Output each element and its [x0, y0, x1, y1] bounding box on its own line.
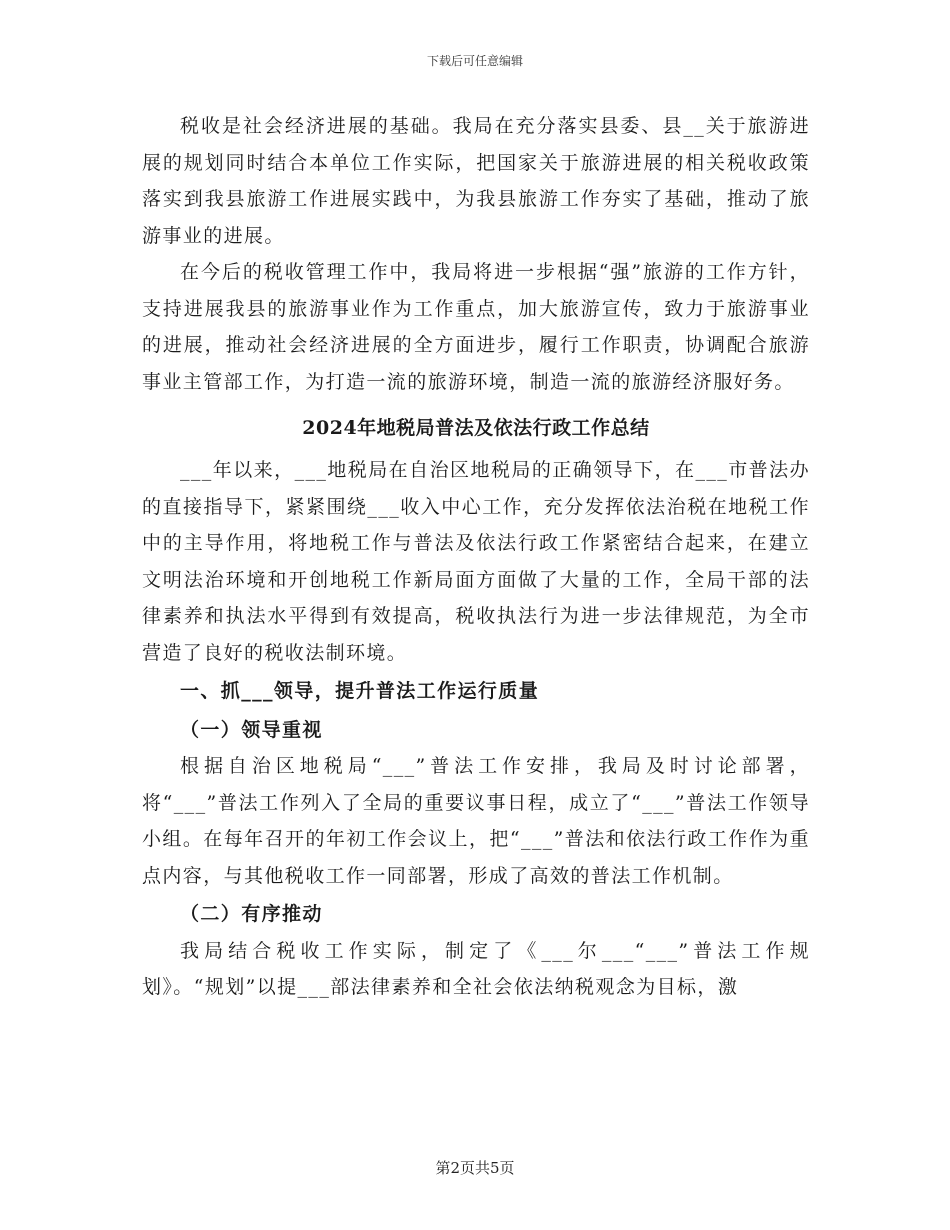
paragraph-tourism-tax: 税收是社会经济进展的基础。我局在充分落实县委、县__关于旅游进展的规划同时结合本单位工作实际，把国家关于旅游进展的相关税收政策落实到我县旅游工作进展实践中，为我县旅游工作夯实了基础，推动了旅游事业的进展。 [142, 115, 810, 247]
paragraph-progress: 我局结合税收工作实际，制定了《___尔___“___”普法工作规划》。“规划”以提___部法律素养和全社会依法纳税观念为目标，激 [142, 939, 810, 998]
subsection-heading-leadership: （一）领导重视 [180, 718, 323, 741]
document-body [142, 108, 810, 1006]
paragraph-summary-intro: ___年以来，___地税局在自治区地税局的正确领导下，在___市普法办的直接指导下，紧紧围绕___收入中心工作，充分发挥依法治税在地税工作中的主导作用，将地税工作与普法及依法行政工作紧密结合起来，在建立文明法治环境和开创地税工作新局面方面做了大量的工作，全局干部的法律素养和执法水平得到有效提高，税收执法行为进一步法律规范，为全市营造了良好的税收法制环境。 [142, 459, 810, 664]
page-number: 第2页共5页 [435, 1159, 515, 1177]
paragraph-leadership: 根据自治区地税局“___”普法工作安排，我局及时讨论部署，将“___”普法工作列入了全局的重要议事日程，成立了“___”普法工作领导小组。在每年召开的年初工作会议上，把“___”普法和依法行政工作作为重点内容，与其他税收工作一同部署，形成了高效的普法工作机制。 [142, 755, 810, 887]
section-heading-1: 一、抓___领导，提升普法工作运行质量 [180, 680, 540, 702]
paragraph-future-plan: 在今后的税收管理工作中，我局将进一步根据“强”旅游的工作方针，支持进展我县的旅游事业作为工作重点，加大旅游宣传，致力于旅游事业的进展，推动社会经济进展的全方面进步，履行工作职责，协调配合旅游事业主管部工作，为打造一流的旅游环境，制造一流的旅游经济服好务。 [142, 261, 810, 393]
subsection-heading-progress: （二）有序推动 [180, 903, 323, 925]
header-note: 下载后可任意编辑 [426, 54, 523, 68]
document-title: 2024年地税局普法及依法行政工作总结 [302, 417, 650, 439]
